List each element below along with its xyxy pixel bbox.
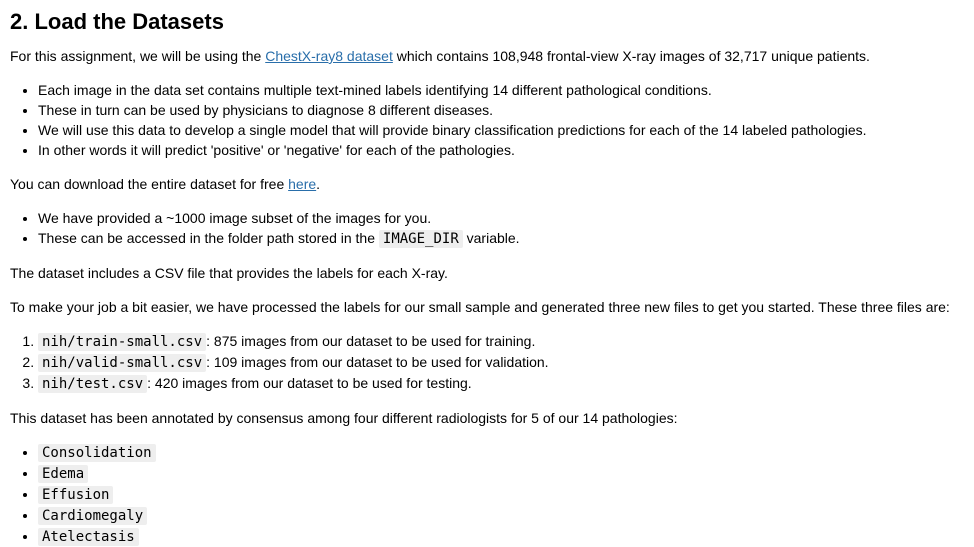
chestxray8-dataset-link[interactable]: ChestX-ray8 dataset [265,48,393,64]
section-heading: 2. Load the Datasets [10,9,224,34]
file-description: : 875 images from our dataset to be used for training. [206,333,536,349]
pathology-code: Atelectasis [38,528,139,546]
list-item: • In other words it will predict 'positive' or 'negative' for each of the pathologies. [38,140,964,160]
intro-paragraph [10,46,964,66]
list-item: • Each image in the data set contains multiple text-mined labels identifying 14 different pathological conditions. [38,80,964,100]
list-item [38,463,964,484]
file-description: : 420 images from our dataset to be used for testing. [147,375,472,391]
list-item-text-after: variable. [462,230,520,246]
list-item [38,352,964,373]
download-paragraph [10,174,964,194]
file-name-code: nih/train-small.csv [38,333,206,351]
list-item [38,505,964,526]
list-item: • These in turn can be used by physicians to diagnose 8 different diseases. [38,100,964,120]
list-item [38,228,964,249]
image-dir-code: IMAGE_DIR [379,230,463,248]
files-list [10,331,964,394]
download-here-link[interactable]: here [288,176,317,192]
list-item-text-before: These can be accessed in the folder path stored in the [38,230,379,246]
file-name-code: nih/valid-small.csv [38,354,206,372]
subset-info-list [10,208,964,249]
pathology-code: Effusion [38,486,113,504]
pathology-code: Cardiomegaly [38,507,147,525]
pathology-code: Consolidation [38,444,156,462]
list-item [38,331,964,352]
list-item [38,373,964,394]
dataset-facts-list [10,80,964,160]
pathology-code: Edema [38,465,88,483]
list-item: • We have provided a ~1000 image subset of the images for you. [38,208,964,228]
processed-files-paragraph: To make your job a bit easier, we have processed the labels for our small sample and generated three new files to get you started. These three files are: [10,299,950,315]
annotation-paragraph: This dataset has been annotated by consensus among four different radiologists for 5 of our 14 pathologies: [10,410,678,426]
download-text-after: . [316,176,321,192]
pathologies-list [10,442,964,547]
intro-text-before: For this assignment, we will be using the [10,48,266,64]
download-text-before: You can download the entire dataset for free [10,176,289,192]
list-item: • We will use this data to develop a single model that will provide binary classification predictions for each of the 14 labeled pathologies. [38,120,964,140]
file-name-code: nih/test.csv [38,375,147,393]
csv-paragraph: The dataset includes a CSV file that provides the labels for each X-ray. [10,265,448,281]
list-item [38,484,964,505]
intro-text-after: which contains 108,948 frontal-view X-ray images of 32,717 unique patients. [392,48,870,64]
list-item [38,442,964,463]
file-description: : 109 images from our dataset to be used for validation. [206,354,549,370]
